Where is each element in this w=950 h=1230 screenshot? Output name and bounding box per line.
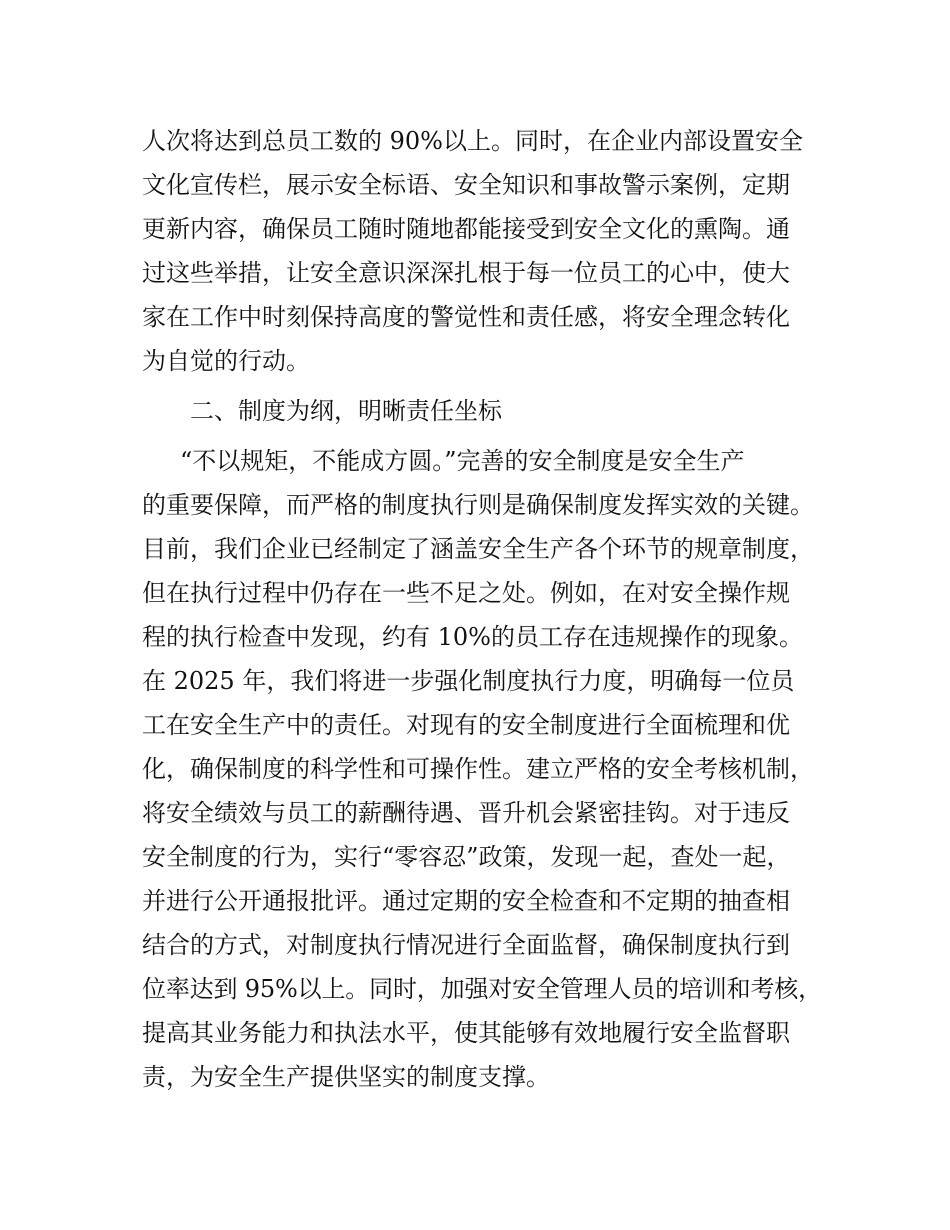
para1-line-2: 文化宣传栏，展示安全标语、安全知识和事故警示案例，定期 [142, 171, 790, 199]
para1-line-6: 为自觉的行动。 [142, 347, 310, 375]
para2-line-11: 并进行公开通报批评。通过定期的安全检查和不定期的抽查相 [142, 887, 790, 915]
para2-line-4: 但在执行过程中仍存在一些不足之处。例如，在对安全操作规 [142, 579, 790, 607]
para1-line-3: 更新内容，确保员工随时随地都能接受到安全文化的熏陶。通 [142, 215, 790, 243]
para2-line-2: 的重要保障，而严格的制度执行则是确保制度发挥实效的关键。 [142, 491, 814, 519]
para2-line-6: 在 2025 年，我们将进一步强化制度执行力度，明确每一位员 [142, 667, 795, 695]
para2-line-1: “不以规矩，不能成方圆。”完善的安全制度是安全生产 [180, 447, 745, 475]
para2-line-13: 位率达到 95%以上。同时，加强对安全管理人员的培训和考核， [142, 975, 822, 1003]
para2-line-10: 安全制度的行为，实行“零容忍”政策，发现一起，查处一起， [142, 843, 791, 871]
para2-line-5: 程的执行检查中发现，约有 10%的员工存在违规操作的现象。 [142, 623, 803, 651]
para2-line-15: 责，为安全生产提供坚实的制度支撑。 [142, 1063, 550, 1091]
para2-line-12: 结合的方式，对制度执行情况进行全面监督，确保制度执行到 [142, 931, 790, 959]
para1-line-5: 家在工作中时刻保持高度的警觉性和责任感，将安全理念转化 [142, 303, 790, 331]
para2-line-14: 提高其业务能力和执法水平，使其能够有效地履行安全监督职 [142, 1019, 790, 1047]
para2-line-8: 化，确保制度的科学性和可操作性。建立严格的安全考核机制， [142, 755, 814, 783]
para2-line-9: 将安全绩效与员工的薪酬待遇、晋升机会紧密挂钩。对于违反 [142, 799, 790, 827]
section-heading-2: 二、制度为纲，明晰责任坐标 [190, 397, 502, 425]
para1-line-4: 过这些举措，让安全意识深深扎根于每一位员工的心中，使大 [142, 259, 790, 287]
para2-line-7: 工在安全生产中的责任。对现有的安全制度进行全面梳理和优 [142, 711, 790, 739]
para1-line-1: 人次将达到总员工数的 90%以上。同时，在企业内部设置安全 [142, 127, 803, 155]
para2-line-3: 目前，我们企业已经制定了涵盖安全生产各个环节的规章制度， [142, 535, 814, 563]
